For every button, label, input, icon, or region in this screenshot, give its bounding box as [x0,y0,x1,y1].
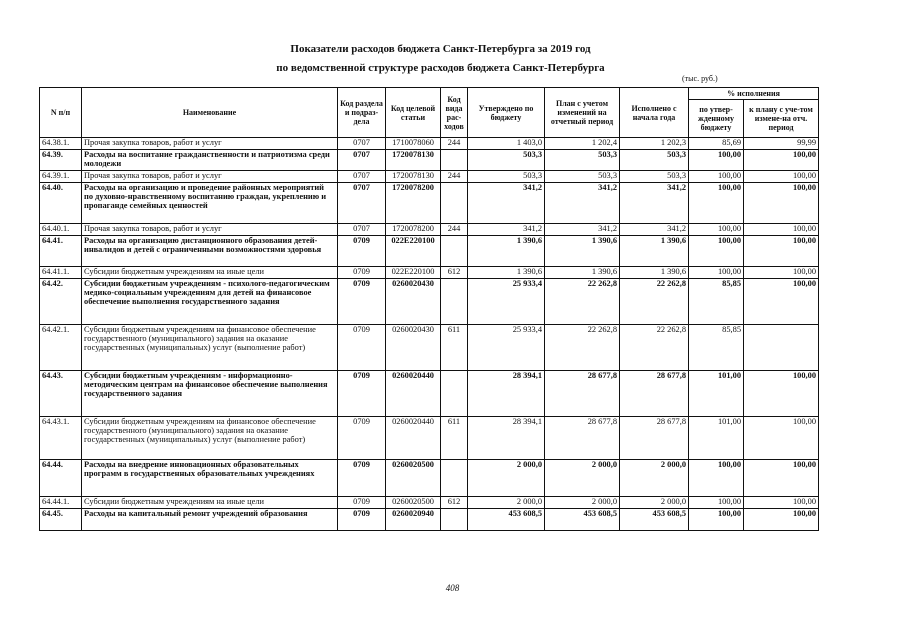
table-row [40,224,819,236]
page-title-line-2: по ведомственной структуре расходов бюджета Санкт-Петербурга [276,62,605,74]
row-name: Расходы на организацию дистанционного образования детей-инвалидов и детей с ограниченными возможностями здоровья [82,236,338,267]
row-number: 64.39. [40,150,82,171]
row-type-code [441,183,468,224]
row-article-code: 0260020500 [386,460,441,497]
row-section-code: 0709 [338,279,386,325]
row-executed: 1 390,6 [620,267,689,279]
table-row [40,325,819,371]
row-section-code: 0707 [338,138,386,150]
row-type-code: 611 [441,417,468,460]
row-approved: 341,2 [468,224,545,236]
row-pct-plan: 100,00 [744,417,819,460]
row-name: Субсидии бюджетным учреждениям на иные цели [82,497,338,509]
row-number: 64.43. [40,371,82,417]
row-approved: 1 390,6 [468,267,545,279]
row-plan: 503,3 [545,150,620,171]
row-type-code: 611 [441,325,468,371]
table-row [40,150,819,171]
row-section-code: 0709 [338,497,386,509]
row-pct-approved: 100,00 [689,497,744,509]
row-pct-approved: 100,00 [689,267,744,279]
row-type-code: 244 [441,138,468,150]
row-number: 64.44.1. [40,497,82,509]
row-section-code: 0707 [338,171,386,183]
row-plan: 1 202,4 [545,138,620,150]
row-pct-approved: 100,00 [689,224,744,236]
row-name: Расходы на организацию и проведение районных мероприятий по духовно-нравственному воспитанию граждан, укреплению и пропаганде семейных ценностей [82,183,338,224]
row-name: Прочая закупка товаров, работ и услуг [82,224,338,236]
row-plan: 503,3 [545,171,620,183]
row-type-code [441,509,468,531]
row-number: 64.41. [40,236,82,267]
row-type-code: 244 [441,171,468,183]
row-pct-plan: 100,00 [744,171,819,183]
table-row [40,138,819,150]
row-pct-approved: 101,00 [689,417,744,460]
header-pct-approved: по утвер-жденному бюджету [689,100,744,138]
row-pct-plan: 100,00 [744,267,819,279]
budget-table [39,87,819,531]
row-pct-plan: 100,00 [744,236,819,267]
table-row [40,236,819,267]
row-article-code: 1720078130 [386,150,441,171]
row-approved: 1 390,6 [468,236,545,267]
row-number: 64.39.1. [40,171,82,183]
row-approved: 2 000,0 [468,460,545,497]
row-article-code: 0260020430 [386,325,441,371]
row-type-code [441,279,468,325]
row-name: Расходы на воспитание гражданственности и патриотизма среди молодежи [82,150,338,171]
row-type-code: 612 [441,267,468,279]
row-article-code: 1720078200 [386,224,441,236]
table-row [40,417,819,460]
row-pct-plan: 100,00 [744,497,819,509]
row-pct-plan: 100,00 [744,509,819,531]
row-section-code: 0709 [338,509,386,531]
row-name: Субсидии бюджетным учреждениям - психолого-педагогическим медико-социальным учреждениям для детей на финансовое обеспечение выполнения государственного задания [82,279,338,325]
row-executed: 28 677,8 [620,371,689,417]
row-executed: 453 608,5 [620,509,689,531]
row-approved: 25 933,4 [468,279,545,325]
row-number: 64.42. [40,279,82,325]
table-row [40,371,819,417]
table-row [40,460,819,497]
row-executed: 341,2 [620,224,689,236]
row-approved: 28 394,1 [468,371,545,417]
row-article-code: 0260020440 [386,417,441,460]
row-number: 64.41.1. [40,267,82,279]
row-pct-approved: 100,00 [689,171,744,183]
row-plan: 341,2 [545,224,620,236]
header-pct-plan: к плану с уче-том измене-на отч. период [744,100,819,138]
row-name: Субсидии бюджетным учреждениям на иные цели [82,267,338,279]
row-pct-plan: 100,00 [744,183,819,224]
row-approved: 503,3 [468,171,545,183]
row-approved: 2 000,0 [468,497,545,509]
row-executed: 22 262,8 [620,279,689,325]
row-executed: 1 390,6 [620,236,689,267]
row-pct-approved: 85,85 [689,325,744,371]
row-pct-plan: 100,00 [744,371,819,417]
row-plan: 1 390,6 [545,236,620,267]
row-plan: 22 262,8 [545,279,620,325]
row-section-code: 0709 [338,236,386,267]
row-article-code: 022E220100 [386,267,441,279]
table-row [40,279,819,325]
table-row [40,509,819,531]
row-type-code [441,460,468,497]
row-name: Расходы на капитальный ремонт учреждений образования [82,509,338,531]
header-article-code: Код целевой статьи [386,88,441,138]
header-section-code: Код раздела и подраз-дела [338,88,386,138]
row-executed: 503,3 [620,150,689,171]
row-name: Прочая закупка товаров, работ и услуг [82,171,338,183]
row-plan: 2 000,0 [545,497,620,509]
row-article-code: 0260020430 [386,279,441,325]
header-name: Наименование [82,88,338,138]
table-row [40,267,819,279]
row-pct-approved: 85,85 [689,279,744,325]
row-executed: 22 262,8 [620,325,689,371]
row-article-code: 0260020440 [386,371,441,417]
row-type-code: 244 [441,224,468,236]
row-approved: 25 933,4 [468,325,545,371]
row-executed: 2 000,0 [620,460,689,497]
row-approved: 453 608,5 [468,509,545,531]
row-section-code: 0709 [338,417,386,460]
row-number: 64.43.1. [40,417,82,460]
row-plan: 341,2 [545,183,620,224]
row-plan: 28 677,8 [545,371,620,417]
row-pct-approved: 100,00 [689,460,744,497]
row-plan: 22 262,8 [545,325,620,371]
row-executed: 1 202,3 [620,138,689,150]
row-plan: 1 390,6 [545,267,620,279]
row-pct-approved: 100,00 [689,183,744,224]
row-type-code [441,150,468,171]
row-section-code: 0707 [338,183,386,224]
row-pct-approved: 100,00 [689,509,744,531]
row-number: 64.44. [40,460,82,497]
header-row-top [40,88,819,100]
page-title-line-1: Показатели расходов бюджета Санкт-Петербурга за 2019 год [290,43,591,55]
row-number: 64.40.1. [40,224,82,236]
row-article-code: 1720078200 [386,183,441,224]
row-section-code: 0707 [338,150,386,171]
row-plan: 453 608,5 [545,509,620,531]
row-executed: 341,2 [620,183,689,224]
row-executed: 2 000,0 [620,497,689,509]
header-type-code: Код вида рас-ходов [441,88,468,138]
row-pct-plan: 100,00 [744,279,819,325]
header-approved: Утверждено по бюджету [468,88,545,138]
table-body [40,138,819,531]
row-type-code [441,236,468,267]
header-percent-group: % исполнения [689,88,819,100]
row-article-code: 0260020500 [386,497,441,509]
row-article-code: 1710078060 [386,138,441,150]
row-pct-approved: 101,00 [689,371,744,417]
row-pct-approved: 85,69 [689,138,744,150]
row-pct-plan: 100,00 [744,224,819,236]
row-article-code: 022E220100 [386,236,441,267]
row-section-code: 0709 [338,371,386,417]
row-section-code: 0709 [338,267,386,279]
row-number: 64.42.1. [40,325,82,371]
row-article-code: 1720078130 [386,171,441,183]
row-number: 64.45. [40,509,82,531]
header-plan: План с учетом изменений на отчетный период [545,88,620,138]
row-pct-approved: 100,00 [689,236,744,267]
row-section-code: 0709 [338,460,386,497]
table-row [40,171,819,183]
row-name: Расходы на внедрение инновационных образовательных программ в государственных образовательных учреждениях [82,460,338,497]
row-name: Субсидии бюджетным учреждениям на финансовое обеспечение государственного (муниципального) задания на оказание государственных (муниципальных) услуг (выполнение работ) [82,417,338,460]
row-name: Прочая закупка товаров, работ и услуг [82,138,338,150]
row-pct-plan: 99,99 [744,138,819,150]
row-approved: 341,2 [468,183,545,224]
row-pct-plan: 100,00 [744,150,819,171]
row-executed: 503,3 [620,171,689,183]
row-plan: 2 000,0 [545,460,620,497]
row-pct-plan: 100,00 [744,460,819,497]
header-executed: Исполнено с начала года [620,88,689,138]
row-number: 64.38.1. [40,138,82,150]
units-label: (тыс. руб.) [682,74,718,83]
row-name: Субсидии бюджетным учреждениям на финансовое обеспечение государственного (муниципального) задания на оказание государственных (муниципальных) услуг (выполнение работ) [82,325,338,371]
row-name: Субсидии бюджетным учреждениям - информационно-методическим центрам на финансовое обеспечение выполнения государственного задания [82,371,338,417]
row-plan: 28 677,8 [545,417,620,460]
row-executed: 28 677,8 [620,417,689,460]
row-type-code: 612 [441,497,468,509]
row-approved: 1 403,0 [468,138,545,150]
row-article-code: 0260020940 [386,509,441,531]
page-number: 408 [445,583,460,593]
row-pct-approved: 100,00 [689,150,744,171]
row-pct-plan [744,325,819,371]
row-section-code: 0709 [338,325,386,371]
row-section-code: 0707 [338,224,386,236]
row-number: 64.40. [40,183,82,224]
row-approved: 503,3 [468,150,545,171]
row-approved: 28 394,1 [468,417,545,460]
row-type-code [441,371,468,417]
table-row [40,497,819,509]
table-row [40,183,819,224]
header-num: N п/п [40,88,82,138]
